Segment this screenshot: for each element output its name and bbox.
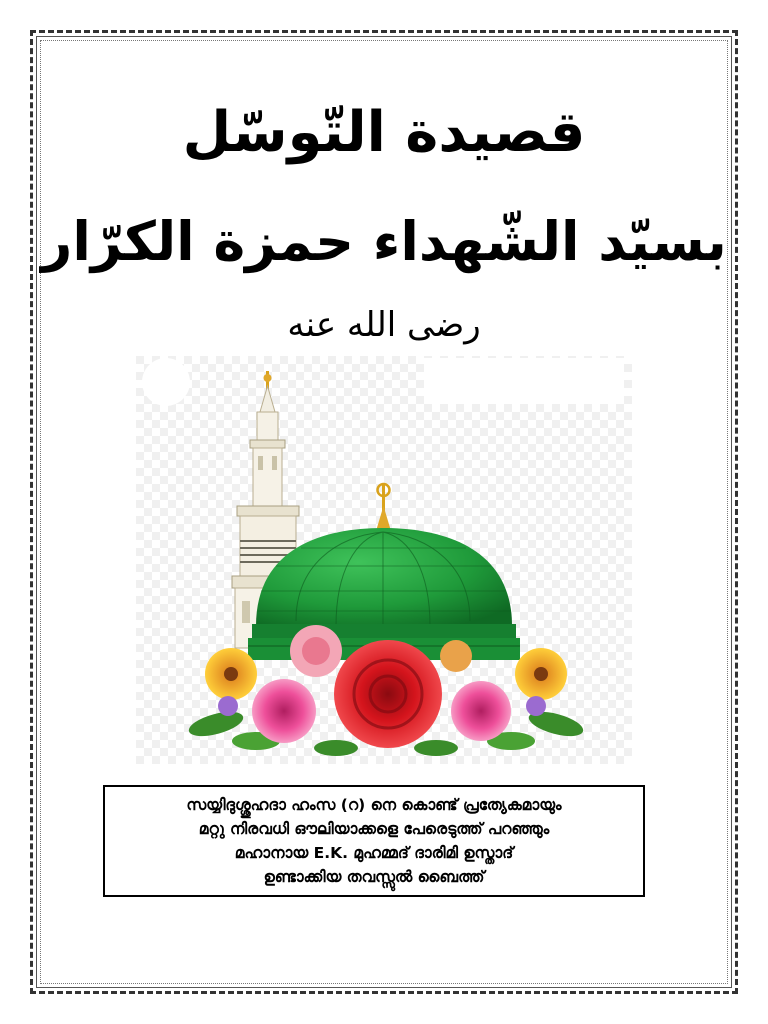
description-line-2: മറ്റു നിരവധി ഔലിയാക്കളെ പേരെടുത്ത് പറഞ്ഞും (198, 820, 550, 838)
description-line-4: ഉണ്ടാക്കിയ തവസ്സുൽ ബൈത്ത് (263, 868, 485, 886)
subtitle: بسيّد الشّهداء حمزة الكرّار (41, 210, 727, 273)
dome-illustration (136, 356, 632, 764)
main-title: قصيدة التّوسّل (182, 100, 586, 165)
description-line-1: സയ്യിദുശ്ശുഹദാ ഹംസ (റ) നെ കൊണ്ട് പ്രത്യേകമായും (186, 796, 562, 814)
description-box (103, 785, 645, 897)
honorific: رضى الله عنه (287, 305, 481, 345)
description-line-3: മഹാനായ E.K. മുഹമ്മദ് ദാരിമി ഉസ്താദ് (234, 844, 514, 862)
